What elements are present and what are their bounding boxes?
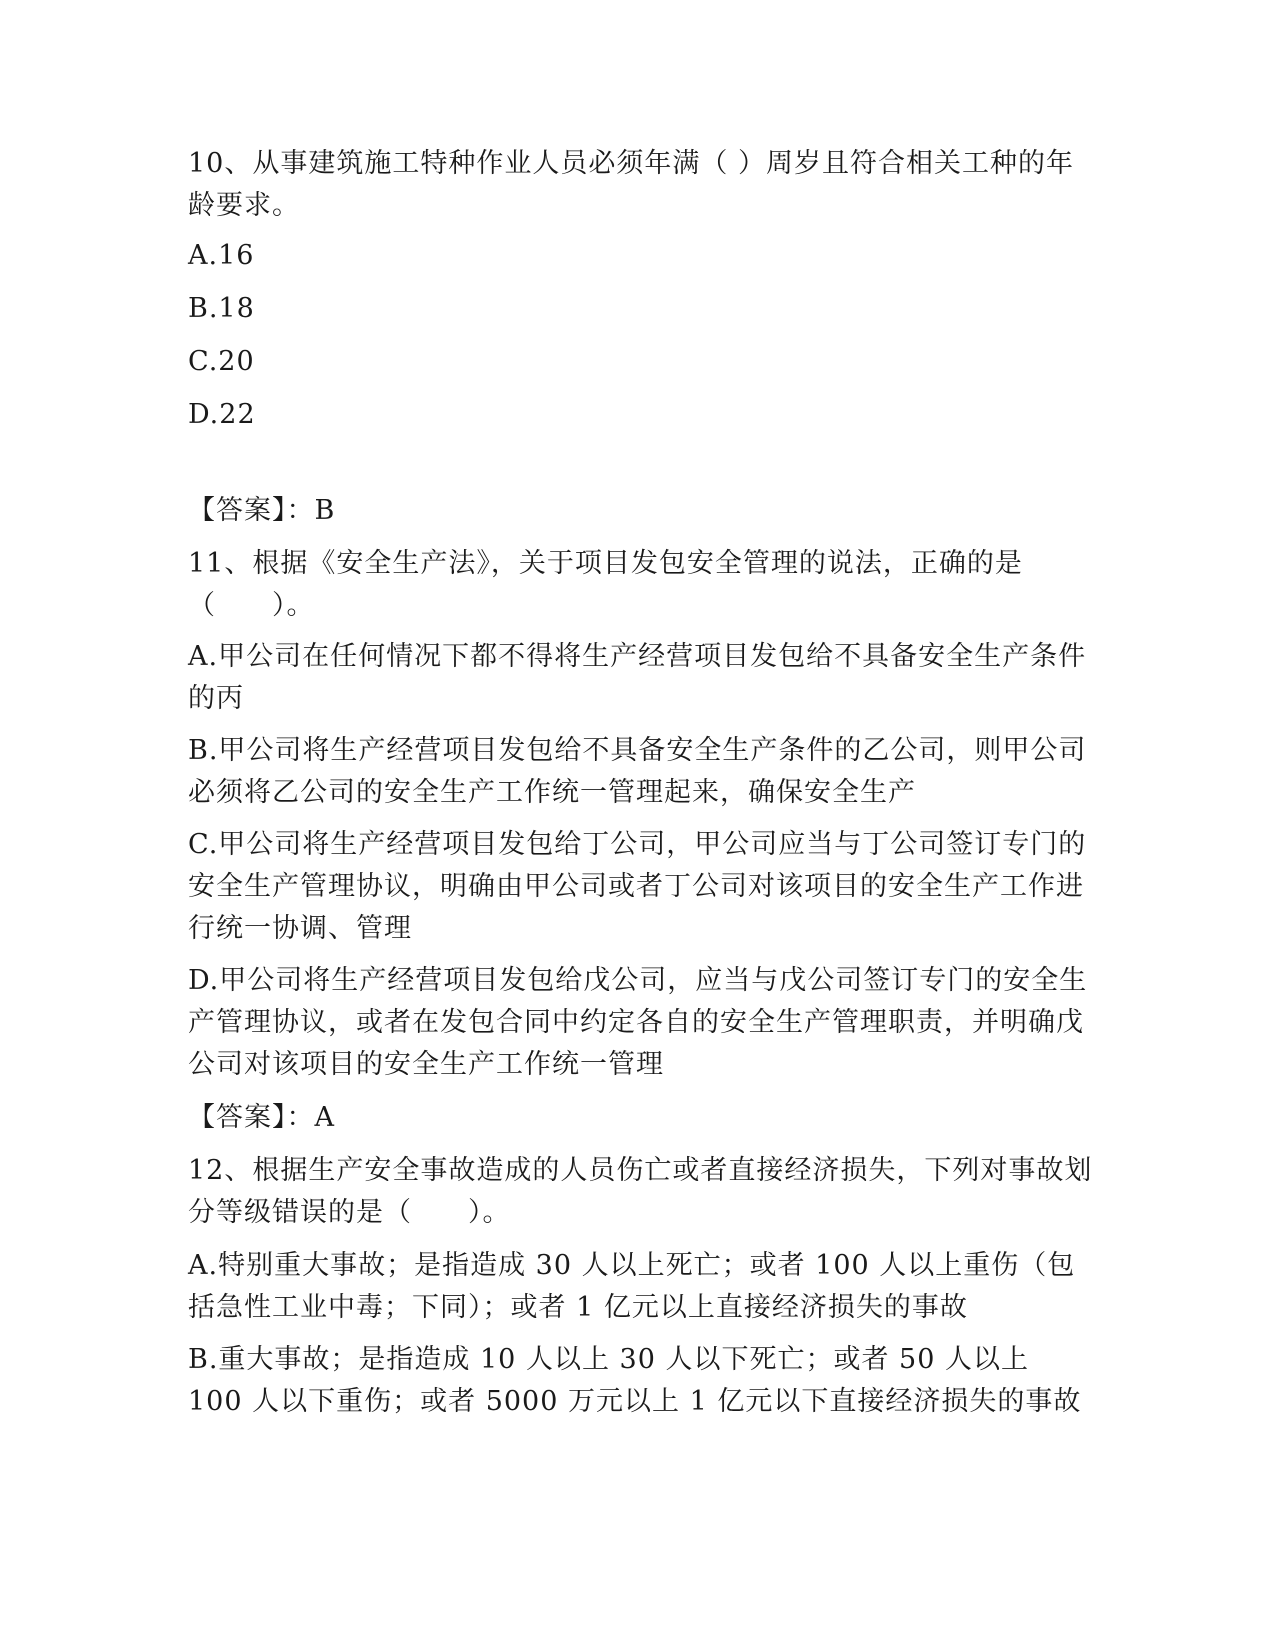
question-10-option-d: D.22 bbox=[188, 399, 256, 430]
question-11-option-c: C.甲公司将生产经营项目发包给丁公司，甲公司应当与丁公司签订专门的安全生产管理协议，明确由甲公司或者丁公司对该项目的安全生产工作进行统一协调、管理 bbox=[188, 829, 1087, 944]
question-10-option-a: A.16 bbox=[188, 240, 255, 271]
question-10-answer: 【答案】：B bbox=[188, 495, 336, 526]
question-11-answer: 【答案】：A bbox=[188, 1102, 335, 1133]
question-10-option-c: C.20 bbox=[188, 346, 255, 377]
question-11-stem: 11、根据《安全生产法》，关于项目发包安全管理的说法，正确的是（ ）。 bbox=[188, 548, 1023, 621]
question-10-option-b: B.18 bbox=[188, 293, 255, 324]
question-11-option-d: D.甲公司将生产经营项目发包给戊公司，应当与戊公司签订专门的安全生产管理协议，或者在发包合同中约定各自的安全生产管理职责，并明确戊公司对该项目的安全生产工作统一管理 bbox=[188, 965, 1088, 1080]
question-11-option-b: B.甲公司将生产经营项目发包给不具备安全生产条件的乙公司，则甲公司必须将乙公司的安全生产工作统一管理起来，确保安全生产 bbox=[188, 735, 1087, 808]
question-12-option-a: A.特别重大事故；是指造成 30 人以上死亡；或者 100 人以上重伤（包括急性工业中毒；下同）；或者 1 亿元以上直接经济损失的事故 bbox=[188, 1250, 1076, 1323]
question-10-stem: 10、从事建筑施工特种作业人员必须年满（ ）周岁且符合相关工种的年龄要求。 bbox=[188, 148, 1074, 221]
question-12-stem: 12、根据生产安全事故造成的人员伤亡或者直接经济损失，下列对事故划分等级错误的是（ ）。 bbox=[188, 1155, 1093, 1228]
question-12-option-b: B.重大事故；是指造成 10 人以上 30 人以下死亡；或者 50 人以上 100 人以下重伤；或者 5000 万元以上 1 亿元以下直接经济损失的事故 bbox=[188, 1344, 1082, 1417]
question-11-option-a: A.甲公司在任何情况下都不得将生产经营项目发包给不具备安全生产条件的丙 bbox=[188, 641, 1087, 714]
